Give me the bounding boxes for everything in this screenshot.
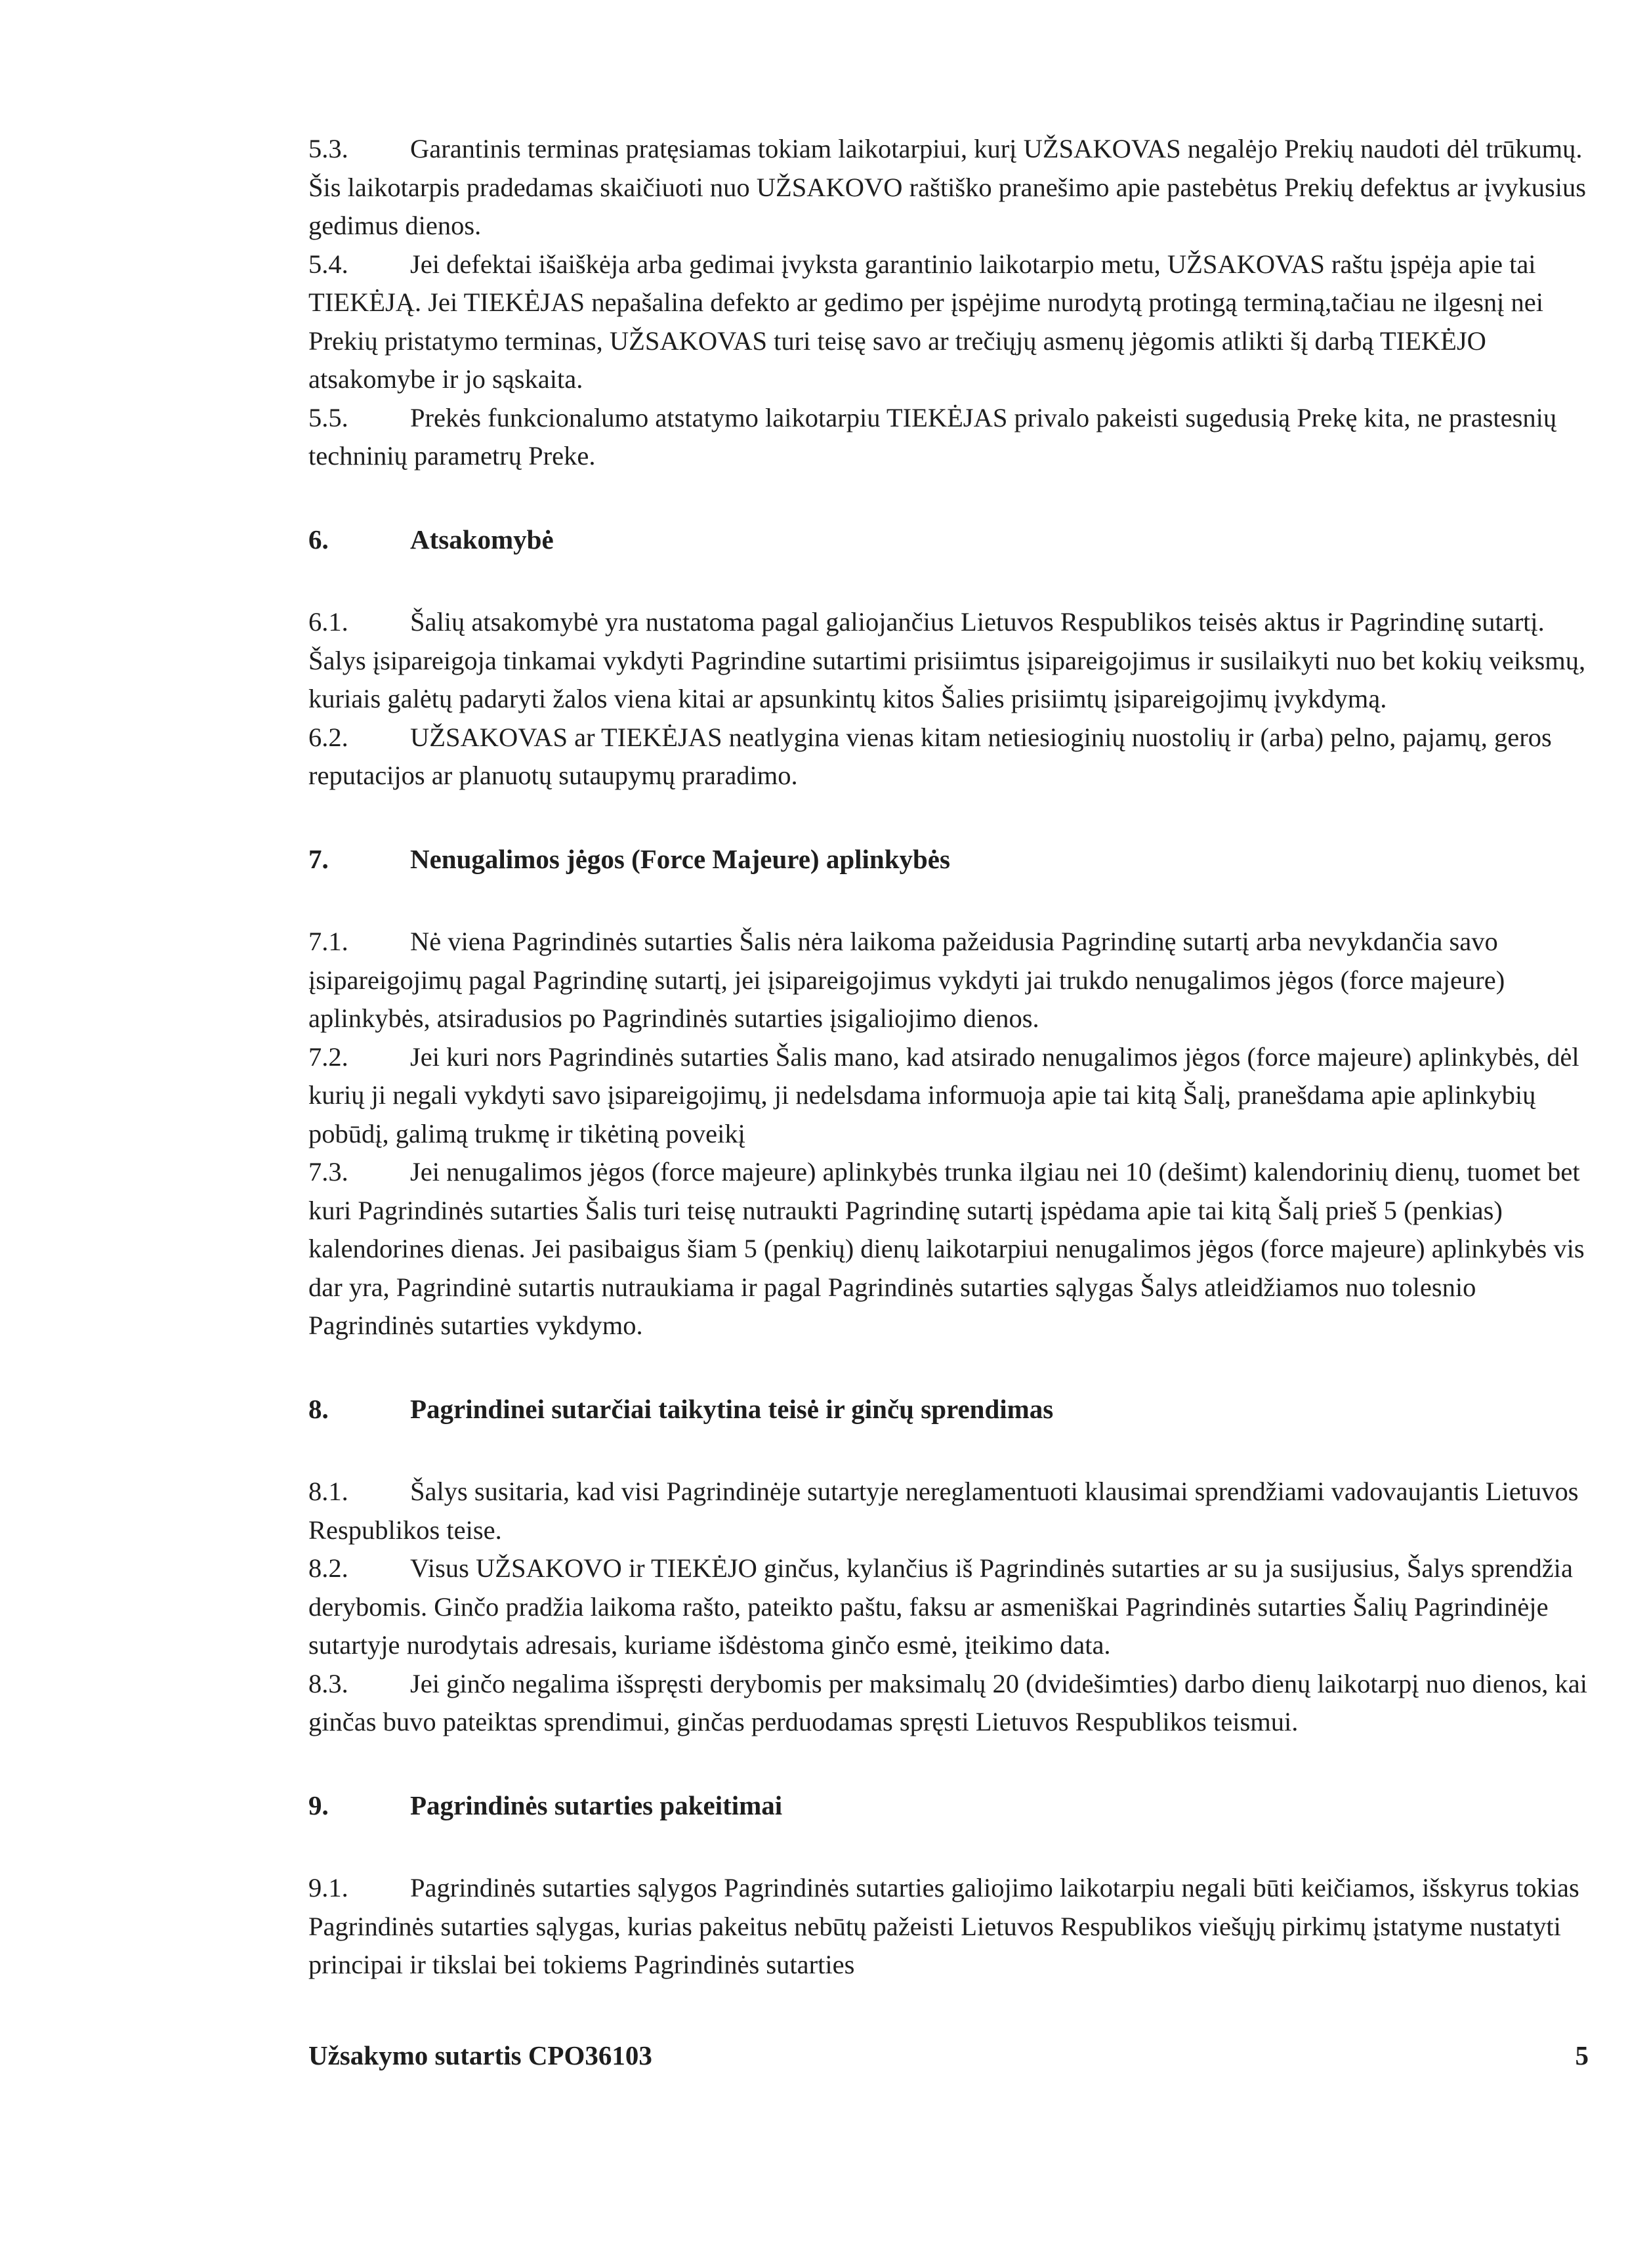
paragraph-9-1 — [308, 1869, 1595, 1984]
paragraph-number: 8.2. — [308, 1553, 348, 1583]
section-number: 7. — [308, 843, 329, 874]
paragraph-6-2 — [308, 719, 1595, 795]
paragraph-text: UŽSAKOVAS ar TIEKĖJAS neatlygina vienas kitam netiesioginių nuostolių ir (arba) pelno, pajamų, geros reputacijos ar planuotų sutaupymų praradimo. — [308, 722, 1552, 790]
footer-title: Užsakymo sutartis CPO36103 — [308, 2040, 652, 2070]
paragraph-5-3 — [308, 130, 1595, 245]
paragraph-6-1 — [308, 603, 1595, 719]
page-number: 5 — [1575, 2040, 1589, 2070]
section-heading-7 — [308, 840, 1595, 879]
paragraph-7-2 — [308, 1038, 1595, 1154]
paragraph-5-5 — [308, 399, 1595, 476]
paragraph-number: 8.3. — [308, 1668, 348, 1698]
paragraph-text: Visus UŽSAKOVO ir TIEKĖJO ginčus, kylančius iš Pagrindinės sutarties ar su ja susijusius, Šalys sprendžia derybomis. Ginčo pradžia laikoma rašto, pateikto paštu, faksu ar asmeniškai Pagrindinės sutarties Šalių Pagrindinėje sutartyje nurodytais adresais, kuriame išdėstoma ginčo esmė, įteikimo data. — [308, 1553, 1573, 1660]
section-heading-6 — [308, 520, 1595, 559]
paragraph-number: 6.1. — [308, 607, 348, 637]
paragraph-8-3 — [308, 1665, 1595, 1742]
section-title: Atsakomybė — [410, 524, 554, 555]
paragraph-number: 5.5. — [308, 402, 348, 432]
paragraph-number: 8.1. — [308, 1477, 348, 1506]
section-heading-8 — [308, 1390, 1595, 1429]
paragraph-number: 7.1. — [308, 927, 348, 956]
document-body — [308, 130, 1595, 1984]
paragraph-8-2 — [308, 1549, 1595, 1665]
paragraph-number: 9.1. — [308, 1873, 348, 1902]
paragraph-5-4 — [308, 245, 1595, 399]
paragraph-text: Nė viena Pagrindinės sutarties Šalis nėra laikoma pažeidusia Pagrindinę sutartį arba nevykdančia savo įsipareigojimų pagal Pagrindinę sutartį, jei įsipareigojimus vykdyti jai trukdo nenugalimos jėgos (force majeure) aplinkybės, atsiradusios po Pagrindinės sutarties įsigaliojimo dienos. — [308, 927, 1505, 1033]
section-number: 8. — [308, 1393, 329, 1424]
paragraph-7-3 — [308, 1153, 1595, 1345]
section-number: 6. — [308, 524, 329, 555]
section-number: 9. — [308, 1790, 329, 1820]
paragraph-text: Garantinis terminas pratęsiamas tokiam laikotarpiui, kurį UŽSAKOVAS negalėjo Prekių naudoti dėl trūkumų. Šis laikotarpis pradedamas skaičiuoti nuo UŽSAKOVO raštiško pranešimo apie pastebėtus Prekių defektus ar įvykusius gedimus dienos. — [308, 134, 1587, 240]
section-heading-9 — [308, 1786, 1595, 1825]
section-title: Pagrindinei sutarčiai taikytina teisė ir ginčų sprendimas — [410, 1393, 1054, 1424]
paragraph-8-1 — [308, 1473, 1595, 1549]
paragraph-number: 6.2. — [308, 722, 348, 752]
paragraph-text: Jei defektai išaiškėja arba gedimai įvyksta garantinio laikotarpio metu, UŽSAKOVAS raštu įspėja apie tai TIEKĖJĄ. Jei TIEKĖJAS nepašalina defekto ar gedimo per įspėjime nurodytą protingą terminą,tačiau ne ilgesnį nei Prekių pristatymo terminas, UŽSAKOVAS turi teisę savo ar trečiųjų asmenų jėgomis atlikti šį darbą TIEKĖJO atsakomybe ir jo sąskaita. — [308, 249, 1543, 394]
paragraph-number: 5.4. — [308, 249, 348, 279]
section-title: Nenugalimos jėgos (Force Majeure) aplinkybės — [410, 843, 950, 874]
section-title: Pagrindinės sutarties pakeitimai — [410, 1790, 783, 1820]
paragraph-number: 5.3. — [308, 134, 348, 163]
paragraph-7-1 — [308, 923, 1595, 1038]
paragraph-text: Pagrindinės sutarties sąlygos Pagrindinės sutarties galiojimo laikotarpiu negali būti keičiamos, išskyrus tokias Pagrindinės sutarties sąlygas, kurias pakeitus nebūtų pažeisti Lietuvos Respublikos viešųjų pirkimų įstatyme nustatyti principai ir tikslai bei tokiems Pagrindinės sutarties — [308, 1873, 1579, 1979]
paragraph-text: Šalys susitaria, kad visi Pagrindinėje sutartyje nereglamentuoti klausimai sprendžiami vadovaujantis Lietuvos Respublikos teise. — [308, 1477, 1579, 1545]
paragraph-text: Jei nenugalimos jėgos (force majeure) aplinkybės trunka ilgiau nei 10 (dešimt) kalendorinių dienų, tuomet bet kuri Pagrindinės sutarties Šalis turi teisę nutraukti Pagrindinę sutartį įspėdama apie tai kitą Šalį prieš 5 (penkias) kalendorines dienas. Jei pasibaigus šiam 5 (penkių) dienų laikotarpiui nenugalimos jėgos (force majeure) aplinkybės vis dar yra, Pagrindinė sutartis nutraukiama ir pagal Pagrindinės sutarties sąlygas Šalys atleidžiamos nuo tolesnio Pagrindinės sutarties vykdymo. — [308, 1157, 1585, 1340]
paragraph-text: Jei kuri nors Pagrindinės sutarties Šalis mano, kad atsirado nenugalimos jėgos (force majeure) aplinkybės, dėl kurių ji negali vykdyti savo įsipareigojimų, ji nedelsdama informuoja apie tai kitą Šalį, pranešdama apie aplinkybių pobūdį, galimą trukmę ir tikėtiną poveikį — [308, 1041, 1579, 1148]
page-footer — [308, 2040, 1589, 2071]
paragraph-number: 7.2. — [308, 1041, 348, 1072]
paragraph-text: Prekės funkcionalumo atstatymo laikotarpiu TIEKĖJAS privalo pakeisti sugedusią Prekę kita, ne prastesnių techninių parametrų Preke. — [308, 402, 1557, 471]
paragraph-text: Jei ginčo negalima išspręsti derybomis per maksimalų 20 (dvidešimties) darbo dienų laikotarpį nuo dienos, kai ginčas buvo pateiktas sprendimui, ginčas perduodamas spręsti Lietuvos Respublikos teismui. — [308, 1668, 1588, 1736]
paragraph-number: 7.3. — [308, 1157, 348, 1186]
paragraph-text: Šalių atsakomybė yra nustatoma pagal galiojančius Lietuvos Respublikos teisės aktus ir Pagrindinę sutartį. Šalys įsipareigoja tinkamai vykdyti Pagrindine sutartimi prisiimtus įsipareigojimus ir susilaikyti nuo bet kokių veiksmų, kuriais galėtų padaryti žalos viena kitai ar apsunkintų kitos Šalies prisiimtų įsipareigojimų įvykdymą. — [308, 607, 1586, 713]
